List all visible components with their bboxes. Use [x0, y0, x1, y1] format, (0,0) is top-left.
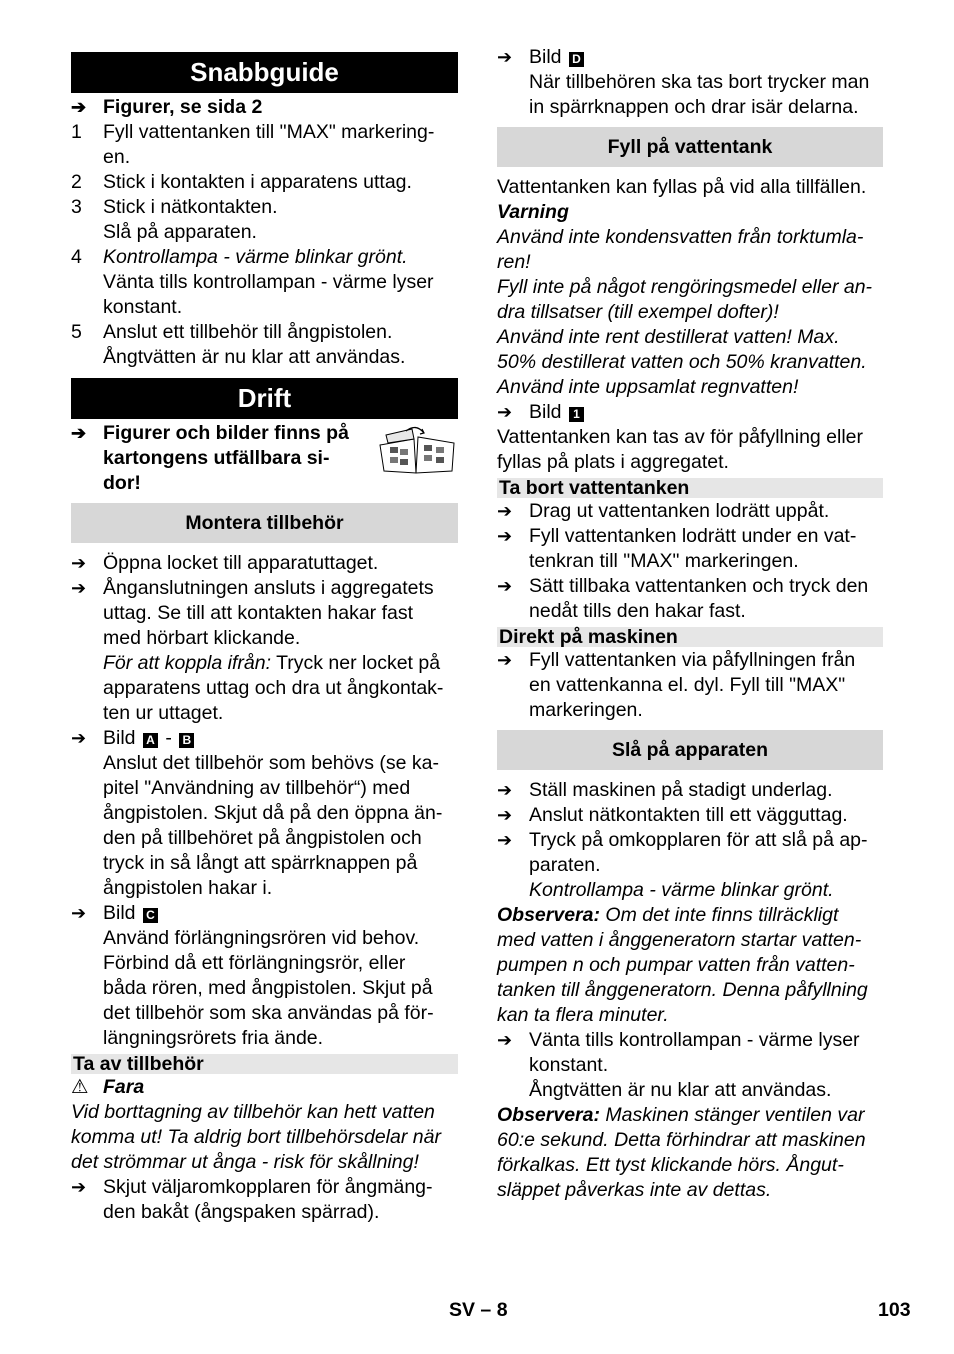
list-item: 2 Stick i kontakten i apparatens uttag.	[71, 171, 412, 193]
figure-ref-c: C	[143, 908, 158, 923]
arrow-right-icon: ➔	[497, 402, 513, 422]
right-column: ➔ Bild D När tillbehören ska tas bort trycker man in spärrknappen och drar isär delarna. Fyll på vattentank Vattentanken kan fyllas på vid alla tillfällen. Varning Använd inte kondensvatten från torktumla- ren! Fyll inte på något rengöringsmedel eller an- dra tillsatser (till exempel dofter)! Använd inte rent destillerat vatten! Max. 50% destillerat vatten och 50% kranvatten. Använd inte uppsamlat regnvatten! ➔ Bild 1 Vattentanken kan tas av för påfyllning eller fyllas på plats i aggregatet. Ta bort vattentanken ➔ Drag ut vattentanken lodrätt uppåt. ➔ Fyll vattentanken lodrätt under en vat- tenkran till "MAX" markeringen. ➔ Sätt tillbaka vattentanken och tryck den nedåt tills den hakar fast. Direkt på maskinen ➔ Fyll vattentanken via påfyllningen från en vattenkanna el. dyl. Fyll till "MAX" markeringen. Slå på apparaten ➔ Ställ maskinen på stadigt underlag. ➔ Anslut nätkontakten till ett vägguttag. ➔ Tryck på omkopplaren för att slå på ap- paraten. Kontrollampa - värme blinkar grönt. Observera: Om det inte finns tillräckligt med vatten i ånggeneratorn startar vatten- pumpen n och pumpar vatten från vatten- tanken till ånggeneratorn. Denna påfyllning kan ta flera minuter. ➔ Vänta tills kontrollampan - värme lyser konstant. Ångtvätten är nu klar att användas. Observera: Maskinen stänger ventilen var 60:e sekund. Detta förhindrar att maskinen förkalkas. Ett tyst klickande hörs. Ångut- släppet påverkas inte av dettas.	[497, 45, 883, 1203]
list-item: 3 Stick i nätkontakten.	[71, 196, 278, 218]
danger-text: Vid borttagning av tillbehör kan hett vatten	[71, 1101, 435, 1123]
paragraph: Vattentanken kan fyllas på vid alla tillfällen.	[497, 176, 867, 198]
figure-ref-b: B	[179, 733, 194, 748]
list-item: ➔ Bild 1	[497, 400, 883, 425]
list-item: ➔ Fyll vattentanken lodrätt under en vat-	[497, 525, 857, 547]
drift-note: ➔ Figurer och bilder finns på kartongens utfällbara si- dor!	[71, 421, 458, 496]
list-item: ➔ Skjut väljaromkopplaren för ångmäng-	[71, 1176, 433, 1198]
fold-out-pages-icon	[376, 425, 458, 477]
page-number: 103	[878, 1299, 911, 1321]
arrow-right-icon: ➔	[497, 650, 513, 670]
arrow-right-icon: ➔	[497, 526, 513, 546]
list-item-cont: konstant.	[103, 296, 183, 318]
list-item-cont: Slå på apparaten.	[103, 221, 257, 243]
section-title-fyll: Fyll på vattentank	[497, 127, 883, 167]
danger-text: det strömmar ut ånga - risk för skållning!	[71, 1151, 419, 1173]
danger-text: komma ut! Ta aldrig bort tillbehörsdelar när	[71, 1126, 441, 1148]
list-item: 5 Anslut ett tillbehör till ångpistolen.	[71, 321, 393, 343]
figure-ref-a: A	[143, 733, 158, 748]
section-title-snabbguide: Snabbguide	[71, 52, 458, 93]
arrow-right-icon: ➔	[71, 1177, 87, 1197]
figure-ref-d: D	[569, 52, 584, 67]
arrow-right-icon: ➔	[71, 578, 87, 598]
list-item: ➔ Bild C	[71, 901, 458, 926]
section-title-drift: Drift	[71, 378, 458, 419]
list-item: ➔ Vänta tills kontrollampan - värme lyser	[497, 1029, 860, 1051]
subsection-title-ta-av: Ta av tillbehör	[71, 1054, 458, 1074]
list-item: ➔ Bild D	[497, 45, 883, 70]
arrow-right-icon: ➔	[71, 97, 87, 117]
list-item: ➔ Drag ut vattentanken lodrätt uppåt.	[497, 500, 830, 522]
warning-triangle-icon: ⚠	[71, 1076, 89, 1098]
snabbguide-note: ➔ Figurer, se sida 2	[71, 96, 263, 118]
arrow-right-icon: ➔	[497, 47, 513, 67]
arrow-right-icon: ➔	[497, 780, 513, 800]
list-item-cont: Vänta tills kontrollampan - värme lyser	[103, 271, 434, 293]
arrow-right-icon: ➔	[71, 423, 87, 443]
danger-heading: ⚠ Fara	[71, 1076, 145, 1098]
arrow-right-icon: ➔	[497, 830, 513, 850]
list-item: ➔ Öppna locket till apparatuttaget.	[71, 552, 379, 574]
note-observera: Observera: Maskinen stänger ventilen var	[497, 1104, 865, 1126]
section-title-montera: Montera tillbehör	[71, 503, 458, 543]
subsection-title-ta-bort: Ta bort vattentanken	[497, 478, 883, 498]
list-item: ➔ Bild A - B	[71, 726, 458, 751]
warning-label: Varning	[497, 201, 569, 223]
arrow-right-icon: ➔	[497, 501, 513, 521]
list-item: ➔ Fyll vattentanken via påfyllningen från	[497, 649, 856, 671]
figure-ref-1: 1	[569, 407, 584, 422]
arrow-right-icon: ➔	[71, 728, 87, 748]
arrow-right-icon: ➔	[497, 805, 513, 825]
list-item: ➔ Ånganslutningen ansluts i aggregatets	[71, 577, 434, 599]
arrow-right-icon: ➔	[497, 576, 513, 596]
list-item-cont: Ångtvätten är nu klar att användas.	[103, 346, 406, 368]
list-item: ➔ Anslut nätkontakten till ett vägguttag.	[497, 804, 848, 826]
arrow-right-icon: ➔	[71, 553, 87, 573]
note-observera: Observera: Om det inte finns tillräckligt	[497, 904, 839, 926]
footer-section: SV – 8	[449, 1299, 508, 1321]
list-item: ➔ Tryck på omkopplaren för att slå på ap-	[497, 829, 868, 851]
disconnect-text: För att koppla ifrån: Tryck ner locket på	[103, 652, 441, 674]
snabbguide-list	[71, 120, 458, 370]
list-item: ➔ Sätt tillbaka vattentanken och tryck den	[497, 575, 869, 597]
list-item: 1 Fyll vattentanken till "MAX" markering-	[71, 121, 435, 143]
list-item: 4 Kontrollampa - värme blinkar grönt.	[71, 246, 408, 268]
list-item: ➔ Ställ maskinen på stadigt underlag.	[497, 779, 833, 801]
arrow-right-icon: ➔	[71, 903, 87, 923]
section-title-sla: Slå på apparaten	[497, 730, 883, 770]
subsection-title-direkt: Direkt på maskinen	[497, 627, 883, 647]
left-column: Snabbguide ➔ Figurer, se sida 2 1 Fyll vattentanken till "MAX" markering- en. 2 Stick i kontakten i apparatens uttag. 3 Stick i nätkontakten. Slå på apparaten. 4 Kontrollampa - värme blinkar grönt. Vänta tills kontrollampan - värme lyser konstant. 5 Anslut ett tillbehör till ångpistolen. Ångtvätten är nu klar att användas. Drift ➔ Figurer och bilder finns på kartongens utfällbara si- dor! Montera tillbehör ➔ Öppna locket till apparatuttaget. ➔ Ånganslutningen ansluts i aggregatets uttag. Se till att kontakten hakar fast med hörbart klickande. För att koppla ifrån: Tryck ner locket på apparatens uttag och dra ut ångkontak- ten ur uttaget. ➔ Bild A - B Anslut det tillbehör som behövs (se ka- pitel "Användning av tillbehör“) med ångpistolen. Skjut då på den öppna än- den på tillbehöret på ångpistolen och tryck in så långt att spärrknappen på ångpistolen hakar i. ➔ Bild C Använd förlängningsrören vid behov. Förbind då ett förlängningsrör, eller båda rören, med ångpistolen. Skjut på det tillbehör som ska användas på för- längningsrörets fria ände. Ta av tillbehör ⚠ Fara Vid borttagning av tillbehör kan hett vatten komma ut! Ta aldrig bort tillbehörsdelar när det strömmar ut ånga - risk för skållning! ➔ Skjut väljaromkopplaren för ångmäng- den bakåt (ångspaken spärrad).	[71, 45, 458, 1225]
arrow-right-icon: ➔	[497, 1030, 513, 1050]
list-item-cont: en.	[103, 146, 131, 168]
